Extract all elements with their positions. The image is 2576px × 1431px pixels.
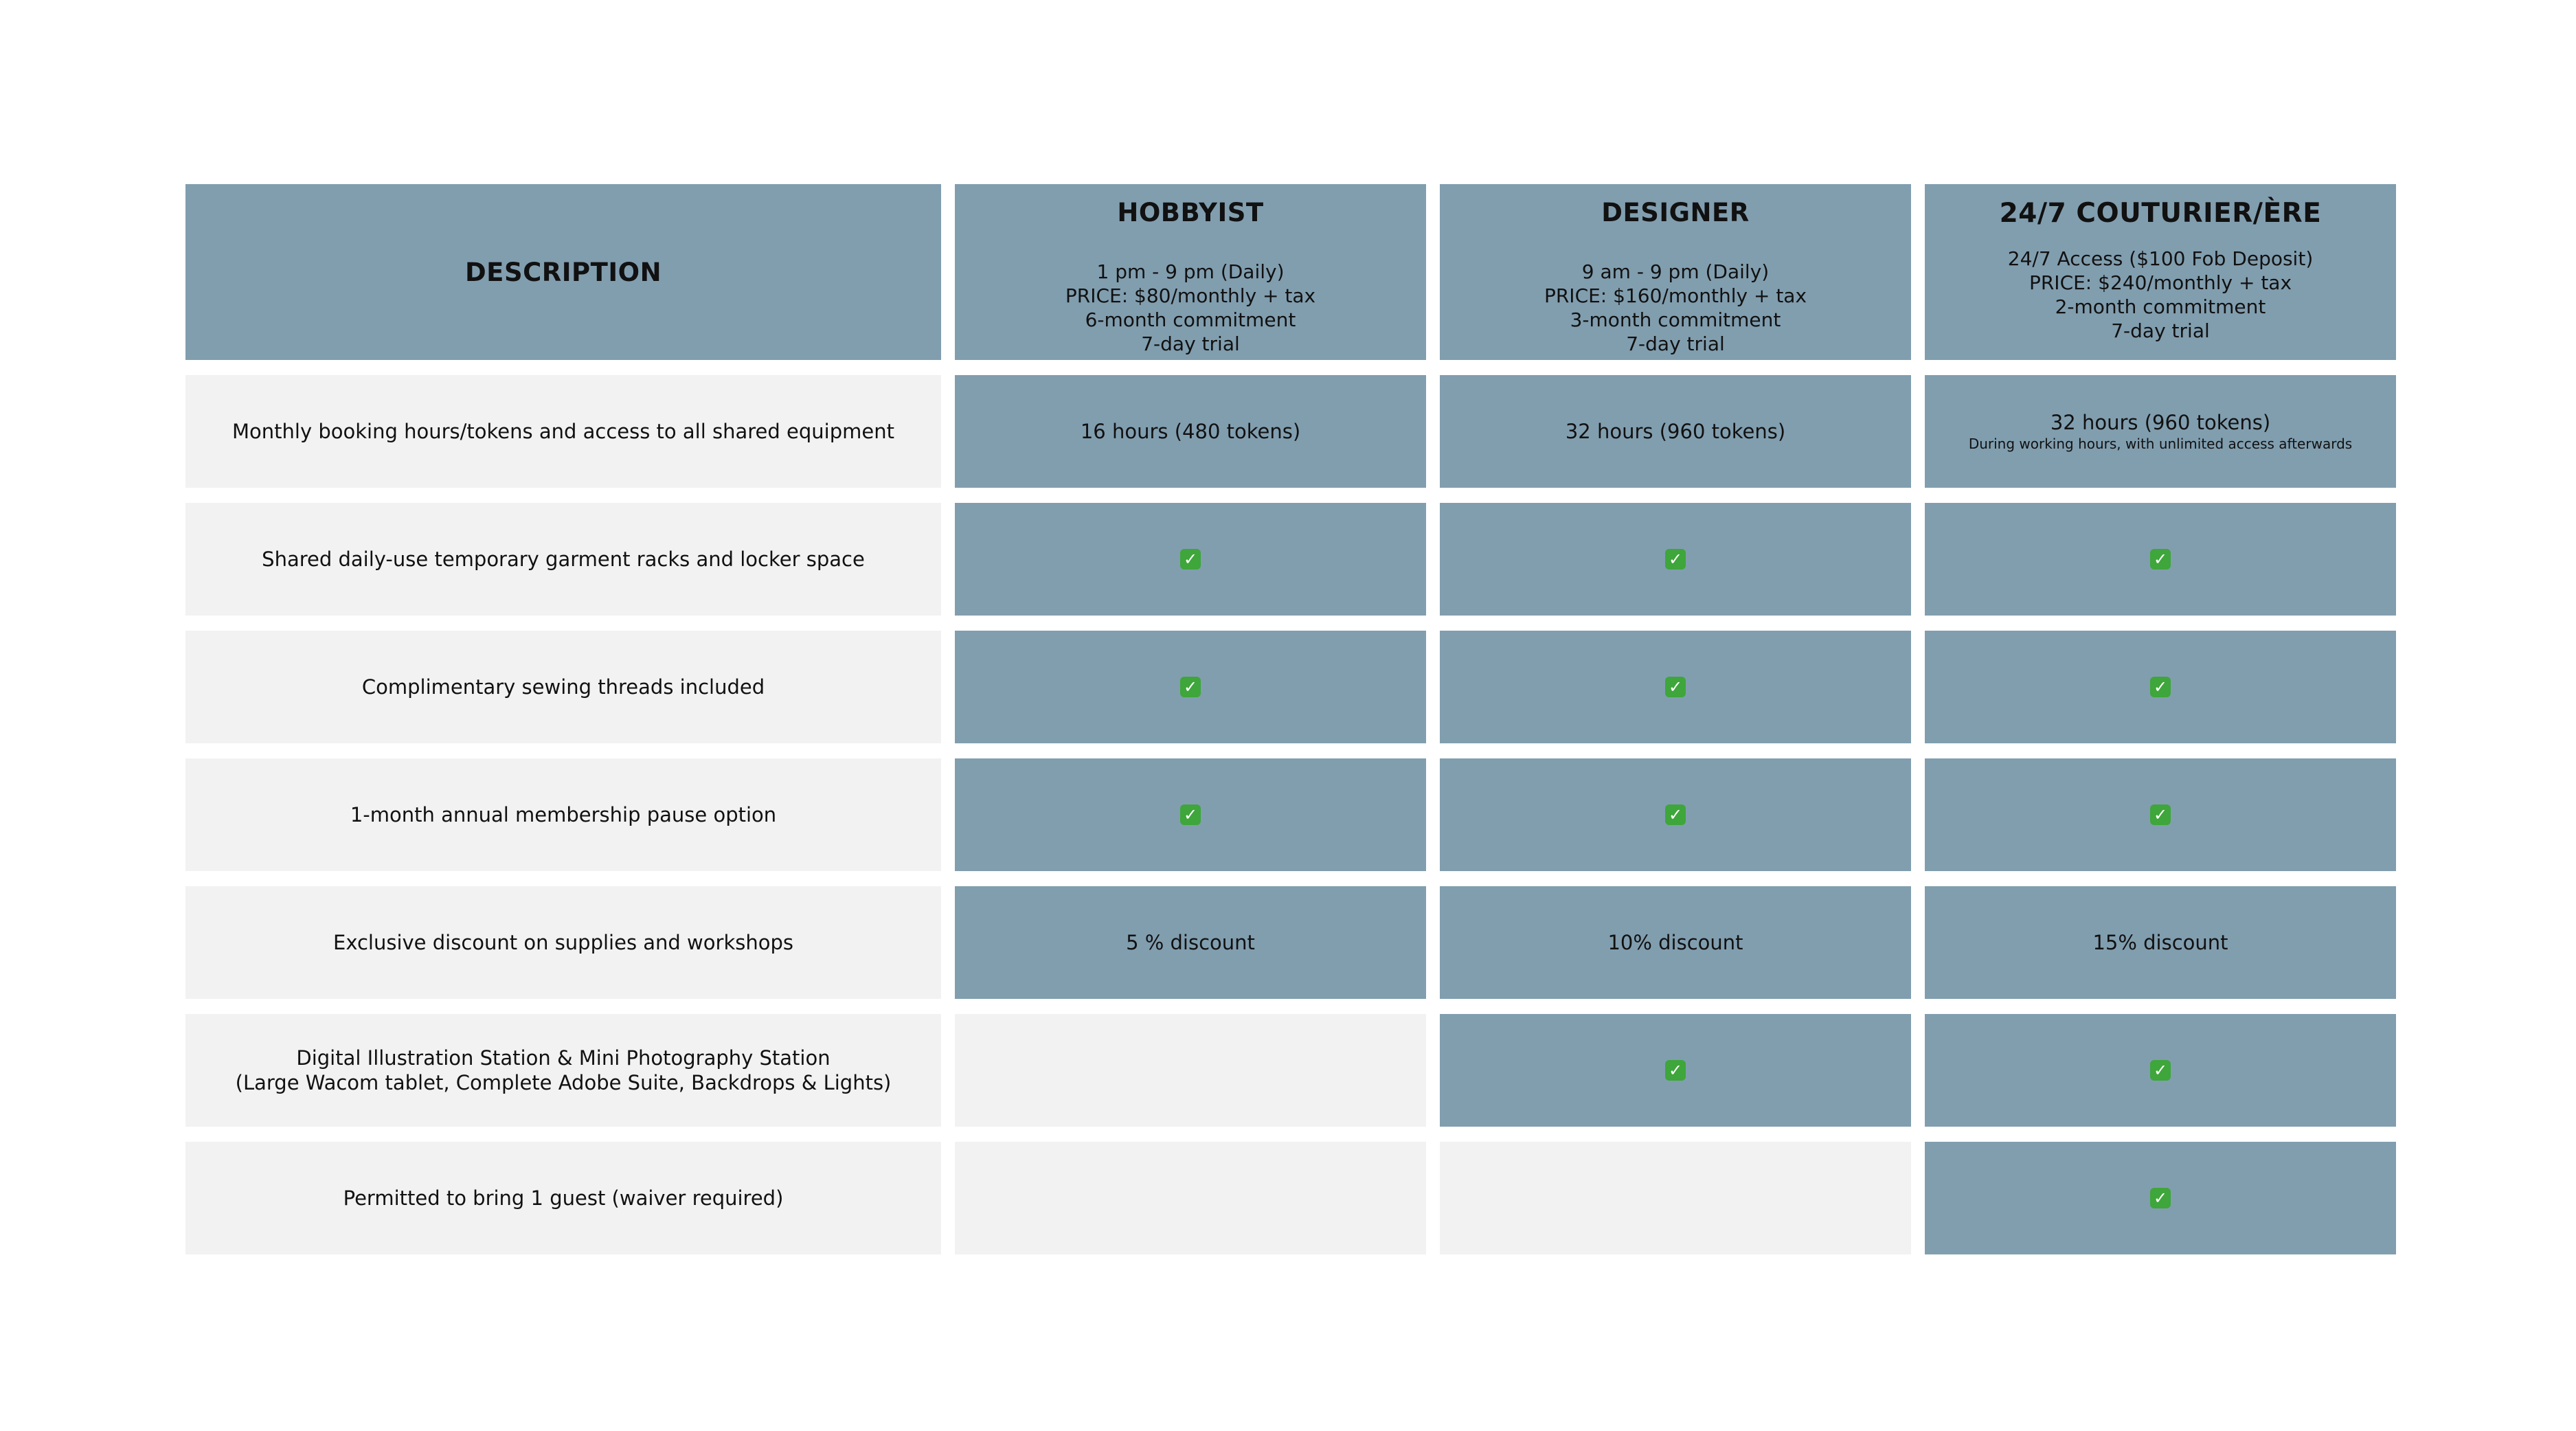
plan-header-hobbyist xyxy=(955,184,1426,360)
description-header: DESCRIPTION xyxy=(464,257,662,287)
check-mark-icon: ✓ xyxy=(1180,677,1201,697)
check-mark-icon: ✓ xyxy=(2150,549,2171,570)
value-cell-couturier xyxy=(1925,503,2396,616)
value-text: 32 hours (960 tokens) xyxy=(1565,420,1786,443)
check-mark-icon: ✓ xyxy=(2150,804,2171,825)
plan-hours: 9 am - 9 pm (Daily) xyxy=(1581,260,1770,284)
value-cell-hobbyist xyxy=(955,886,1426,999)
value-text: 16 hours (480 tokens) xyxy=(1080,420,1301,443)
plan-commitment: 2-month commitment xyxy=(2055,295,2266,318)
value-cell-designer xyxy=(1440,758,1911,871)
value-note: During working hours, with unlimited access afterwards xyxy=(1968,436,2353,452)
check-mark-icon: ✓ xyxy=(1665,804,1686,825)
value-text: 15% discount xyxy=(2092,931,2228,954)
plan-name: DESIGNER xyxy=(1601,198,1750,227)
plan-price: PRICE: $80/monthly + tax xyxy=(1065,284,1316,308)
plan-name: HOBBYIST xyxy=(1117,198,1264,227)
plan-commitment: 6-month commitment xyxy=(1085,308,1296,332)
value-cell-hobbyist xyxy=(955,503,1426,616)
check-mark-icon: ✓ xyxy=(1180,804,1201,825)
value-cell-couturier xyxy=(1925,375,2396,488)
feature-label: Digital Illustration Station & Mini Photography Station xyxy=(296,1046,831,1070)
value-cell-couturier xyxy=(1925,1014,2396,1127)
value-cell-designer xyxy=(1440,631,1911,743)
value-cell-hobbyist xyxy=(955,375,1426,488)
plan-hours: 24/7 Access ($100 Fob Deposit) xyxy=(2007,247,2314,270)
feature-label: Exclusive discount on supplies and workshops xyxy=(333,931,793,954)
value-text: 32 hours (960 tokens) xyxy=(2050,411,2271,434)
check-mark-icon: ✓ xyxy=(1180,549,1201,570)
value-cell-hobbyist xyxy=(955,758,1426,871)
feature-label: Complimentary sewing threads included xyxy=(361,675,765,699)
feature-cell-discount xyxy=(185,886,941,999)
plan-hours: 1 pm - 9 pm (Daily) xyxy=(1096,260,1285,284)
value-cell-couturier xyxy=(1925,1142,2396,1254)
feature-cell-sewing-threads xyxy=(185,631,941,743)
plan-name: 24/7 COUTURIER/ÈRE xyxy=(1999,198,2322,229)
value-cell-hobbyist xyxy=(955,631,1426,743)
plan-commitment: 3-month commitment xyxy=(1570,308,1781,332)
value-cell-couturier xyxy=(1925,758,2396,871)
value-cell-designer xyxy=(1440,503,1911,616)
plan-header-couturier xyxy=(1925,184,2396,360)
feature-cell-garment-racks xyxy=(185,503,941,616)
plan-price: PRICE: $240/monthly + tax xyxy=(2029,271,2292,294)
value-cell-couturier xyxy=(1925,886,2396,999)
check-mark-icon: ✓ xyxy=(1665,1060,1686,1081)
value-text: 10% discount xyxy=(1607,931,1743,954)
plan-trial: 7-day trial xyxy=(1141,333,1240,356)
value-text: 5 % discount xyxy=(1126,931,1255,954)
value-cell-couturier xyxy=(1925,631,2396,743)
feature-label: 1-month annual membership pause option xyxy=(350,803,777,826)
check-mark-icon: ✓ xyxy=(2150,1060,2171,1081)
membership-comparison-table xyxy=(185,184,2396,1254)
value-cell-hobbyist-empty xyxy=(955,1014,1426,1127)
value-cell-designer xyxy=(1440,375,1911,488)
check-mark-icon: ✓ xyxy=(2150,677,2171,697)
feature-cell-pause-option xyxy=(185,758,941,871)
check-mark-icon: ✓ xyxy=(1665,677,1686,697)
feature-cell-guest xyxy=(185,1142,941,1254)
value-cell-hobbyist-empty xyxy=(955,1142,1426,1254)
plan-trial: 7-day trial xyxy=(2111,319,2210,342)
value-cell-designer xyxy=(1440,1014,1911,1127)
description-header-cell xyxy=(185,184,941,360)
feature-label: Permitted to bring 1 guest (waiver required) xyxy=(343,1186,784,1210)
value-cell-designer xyxy=(1440,886,1911,999)
feature-cell-booking-hours xyxy=(185,375,941,488)
check-mark-icon: ✓ xyxy=(1665,549,1686,570)
feature-label: Monthly booking hours/tokens and access to all shared equipment xyxy=(232,420,894,443)
check-mark-icon: ✓ xyxy=(2150,1188,2171,1208)
feature-detail: (Large Wacom tablet, Complete Adobe Suite, Backdrops & Lights) xyxy=(235,1071,892,1094)
plan-trial: 7-day trial xyxy=(1626,333,1725,356)
plan-price: PRICE: $160/monthly + tax xyxy=(1544,284,1807,308)
feature-cell-digital-station xyxy=(185,1014,941,1127)
value-cell-designer-empty xyxy=(1440,1142,1911,1254)
feature-label: Shared daily-use temporary garment racks and locker space xyxy=(262,548,865,571)
plan-header-designer xyxy=(1440,184,1911,360)
